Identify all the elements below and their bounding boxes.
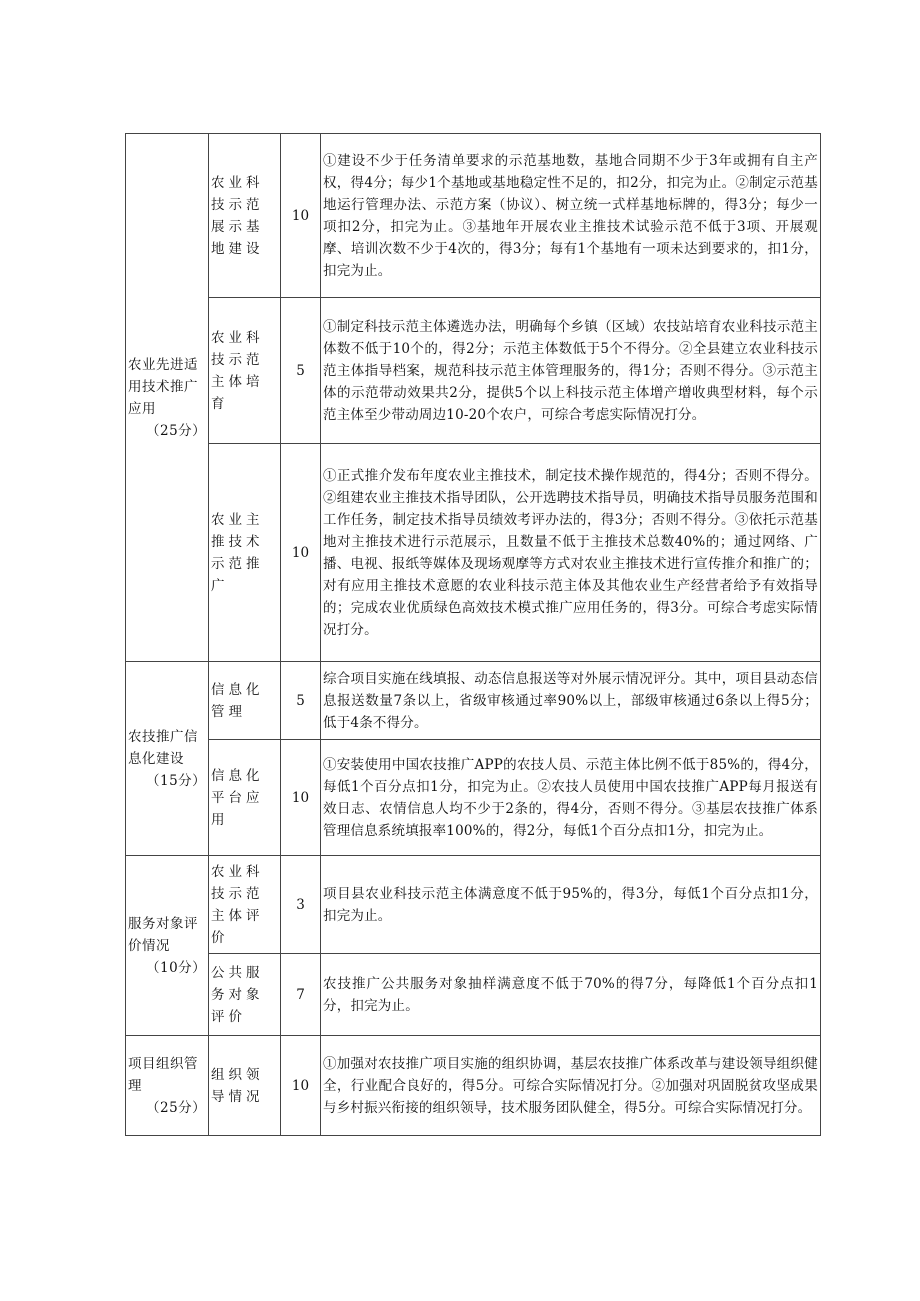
item-cell: 农业主推技术示范推广 [209,444,281,662]
table-row [126,1036,821,1136]
criteria-cell: ①加强对农技推广项目实施的组织协调，基层农技推广体系改革与建设领导组织健全，行业配合良好的，得5分。可综合实际情况打分。②加强对巩固脱贫攻坚成果与乡村振兴衔接的组织领导，技术服务团队健全，得5分。可综合实际情况打分。 [321,1036,821,1136]
category-cell [126,134,209,662]
item-cell: 农业科技示范主体培育 [209,298,281,444]
score-cell: 10 [281,740,321,856]
category-cell [126,856,209,1036]
criteria-cell: 农技推广公共服务对象抽样满意度不低于70%的得7分，每降低1个百分点扣1分，扣完为止。 [321,954,821,1036]
item-cell: 组织领导情况 [209,1036,281,1136]
table-row [126,134,821,298]
category-cell [126,1036,209,1136]
table-row [126,954,821,1036]
criteria-cell: 项目县农业科技示范主体满意度不低于95%的，得3分，每低1个百分点扣1分，扣完为止。 [321,856,821,954]
category-title: 农业先进适用技术推广应用 [128,356,198,417]
criteria-cell: ①制定科技示范主体遴选办法，明确每个乡镇（区域）农技站培育农业科技示范主体数不低于10个的，得2分；示范主体数低于5个不得分。②全县建立农业科技示范主体指导档案，规范科技示范主体管理服务的，得1分；否则不得分。③示范主体的示范带动效果共2分，提供5个以上科技示范主体增产增收典型材料，每个示范主体至少带动周边10-20个农户，可综合考虑实际情况打分。 [321,298,821,444]
table-row [126,444,821,662]
category-points: （10分） [146,959,207,976]
score-cell: 10 [281,134,321,298]
category-title: 服务对象评价情况 [128,915,198,954]
table-row [126,662,821,740]
score-cell: 10 [281,444,321,662]
score-cell: 5 [281,298,321,444]
score-cell: 10 [281,1036,321,1136]
item-cell: 信息化管理 [209,662,281,740]
table-row [126,740,821,856]
category-points: （15分） [146,772,207,789]
category-points: （25分） [146,1099,207,1116]
criteria-cell: ①正式推介发布年度农业主推技术，制定技术操作规范的，得4分；否则不得分。②组建农业主推技术指导团队，公开选聘技术指导员，明确技术指导员服务范围和工作任务，制定技术指导员绩效考评办法的，得3分；否则不得分。③依托示范基地对主推技术进行示范展示，且数量不低于主推技术总数40%的；通过网络、广播、电视、报纸等媒体及现场观摩等方式对农业主推技术进行宣传推介和推广的；对有应用主推技术意愿的农业科技示范主体及其他农业生产经营者给予有效指导的；完成农业优质绿色高效技术模式推广应用任务的，得3分。可综合考虑实际情况打分。 [321,444,821,662]
criteria-cell: ①建设不少于任务清单要求的示范基地数，基地合同期不少于3年或拥有自主产权，得4分；每少1个基地或基地稳定性不足的，扣2分，扣完为止。②制定示范基地运行管理办法、示范方案（协议）、树立统一式样基地标牌的，得3分；每少一项扣2分，扣完为止。③基地年开展农业主推技术试验示范不低于3项、开展观摩、培训次数不少于4次的，得3分；每有1个基地有一项未达到要求的，扣1分，扣完为止。 [321,134,821,298]
category-cell [126,662,209,856]
score-cell: 3 [281,856,321,954]
category-points: （25分） [146,422,207,439]
category-title: 农技推广信息化建设 [128,728,198,767]
item-cell: 信息化平台应用 [209,740,281,856]
category-title: 项目组织管理 [128,1055,198,1094]
criteria-cell: ①安装使用中国农技推广APP的农技人员、示范主体比例不低于85%的，得4分，每低1个百分点扣1分，扣完为止。②农技人员使用中国农技推广APP每月报送有效日志、农情信息人均不少于2条的，得4分，否则不得分。③基层农技推广体系管理信息系统填报率100%的，得2分，每低1个百分点扣1分，扣完为止。 [321,740,821,856]
item-cell: 农业科技示范展示基地建设 [209,134,281,298]
score-cell: 5 [281,662,321,740]
criteria-cell: 综合项目实施在线填报、动态信息报送等对外展示情况评分。其中，项目县动态信息报送数量7条以上，省级审核通过率90%以上，部级审核通过6条以上得5分；低于4条不得分。 [321,662,821,740]
table-row [126,856,821,954]
item-cell: 公共服务对象评价 [209,954,281,1036]
table-row [126,298,821,444]
score-cell: 7 [281,954,321,1036]
item-cell: 农业科技示范主体评价 [209,856,281,954]
evaluation-table [125,133,821,1136]
